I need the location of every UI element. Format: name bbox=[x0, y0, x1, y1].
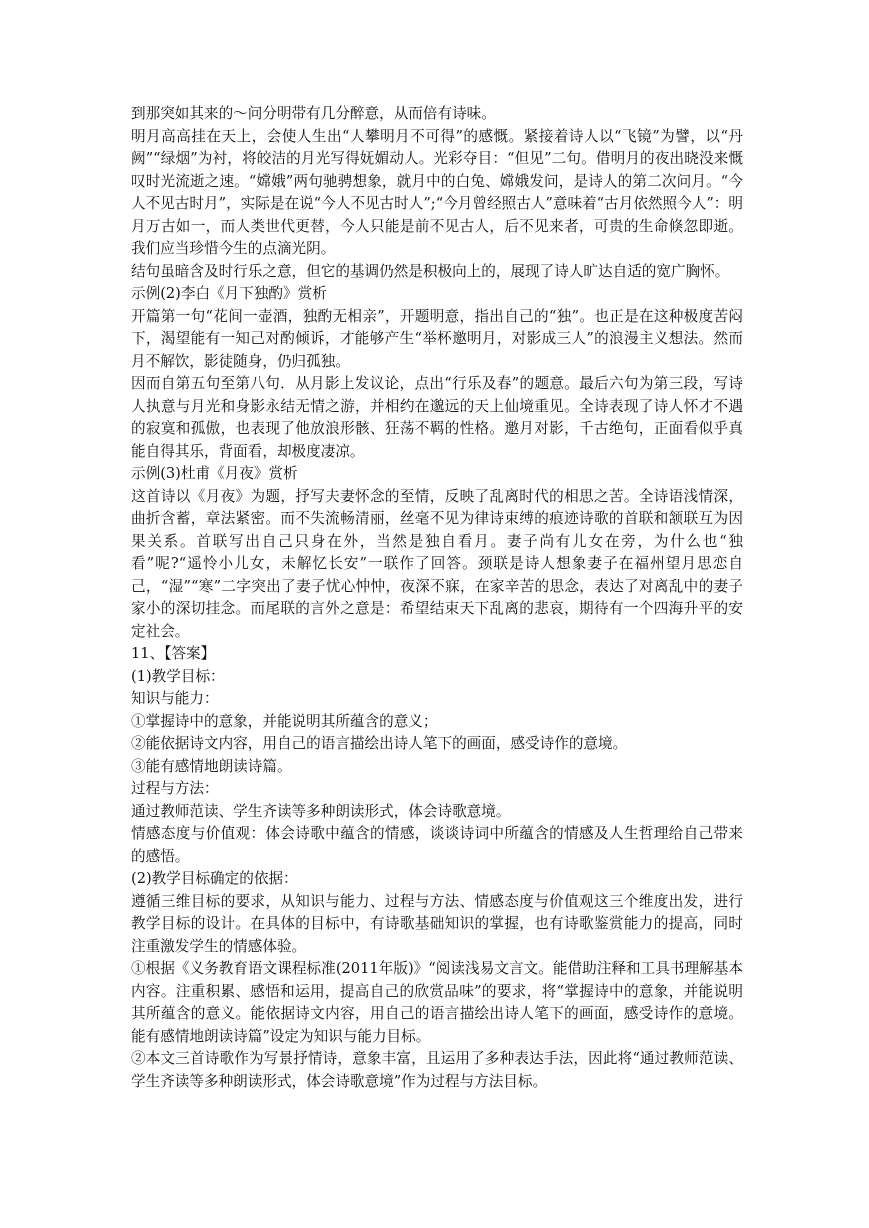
paragraph-conclusion: 结句虽暗含及时行乐之意，但它的基调仍然是积极向上的，展现了诗人旷达自适的宽广胸怀。 bbox=[131, 262, 730, 280]
paragraph-example-2-body: 因而自第五句至第八句．从月影上发议论，点出“行乐及春”的题意。最后六句为第三段，写诗人执意与月光和身影永结无情之游，并相约在邈远的天上仙境重见。全诗表现了诗人怀才不遇的寂寞和孤傲，也表现了他放浪形骸、狂荡不羁的性格。邀月对影，千古绝句，正面看似乎真能自得其乐，背面看，却极度凄凉。 bbox=[131, 375, 743, 460]
example-3-heading: 示例(3)杜甫《月夜》赏析 bbox=[131, 465, 298, 482]
goal-item-1: ①掌握诗中的意象，并能说明其所蕴含的意义； bbox=[131, 712, 438, 730]
document-page bbox=[131, 103, 743, 1093]
answer-11-heading: 11、【答案】 bbox=[131, 645, 216, 662]
paragraph-continuation: 到那突如其来的～问分明带有几分醉意，从而倍有诗味。 bbox=[131, 105, 496, 122]
goal-basis-intro: 遵循三维目标的要求，从知识与能力、过程与方法、情感态度与价值观这三个维度出发，进行教学目标的设计。在具体的目标中，有诗歌基础知识的掌握，也有诗歌鉴赏能力的提高，同时注重激发学生的情感体验。 bbox=[131, 892, 743, 955]
example-2-heading: 示例(2)李白《月下独酌》赏析 bbox=[131, 285, 327, 302]
goal-basis-item-2: ②本文三首诗歌作为写景抒情诗，意象丰富，且运用了多种表达手法，因此将“通过教师范读、学生齐读等多种朗读形式，体会诗歌意境”作为过程与方法目标。 bbox=[131, 1050, 743, 1090]
paragraph-example-3-body: 这首诗以《月夜》为题，抒写夫妻怀念的至情，反映了乱离时代的相思之苦。全诗语浅情深，曲折含蓄，章法紧密。而不失流畅清丽，丝毫不见为律诗束缚的痕迹诗歌的首联和颔联互为因果关系。首联写出自己只身在外，当然是独自看月。妻子尚有儿女在旁，为什么也“独看”呢?“遥怜小儿女，未解忆长安”一联作了回答。颈联是诗人想象妻子在福州望月思恋自己，“湿”“寒”二字突出了妻子忧心忡忡，夜深不寐，在家辛苦的思念，表达了对离乱中的妻子家小的深切挂念。而尾联的言外之意是：希望结束天下乱离的悲哀，期待有一个四海升平的安定社会。 bbox=[131, 487, 743, 640]
goal-item-2: ②能依据诗文内容，用自己的语言描绘出诗人笔下的画面，感受诗作的意境。 bbox=[131, 735, 628, 752]
teaching-goals-heading: (1)教学目标： bbox=[131, 667, 225, 685]
process-method-text: 通过教师范读、学生齐读等多种朗读形式，体会诗歌意境。 bbox=[131, 802, 511, 820]
emotion-values-text: 情感态度与价值观：体会诗歌中蕴含的情感，谈谈诗词中所蕴含的情感及人生哲理给自己带来的感悟。 bbox=[131, 825, 743, 865]
knowledge-ability-heading: 知识与能力： bbox=[131, 690, 219, 707]
goal-item-3: ③能有感情地朗读诗篇。 bbox=[131, 757, 292, 775]
paragraph-moon-analysis: 明月高高挂在天上，会使人生出“人攀明月不可得”的感慨。紧接着诗人以“飞镜”为譬，以“丹阙”“绿烟”为衬，将皎洁的月光写得妩媚动人。光彩夺目：“但见”二句。借明月的夜出晓没来慨叹时光流逝之速。“嫦娥”两句驰骋想象，就月中的白兔、嫦娥发问，是诗人的第二次问月。“今人不见古时月”，实际是在说“今人不见古时人”;“今月曾经照古人”意味着“古月依然照今人”：明月万古如一，而人类世代更替，今人只能是前不见古人，后不见来者，可贵的生命倏忽即逝。我们应当珍惜今生的点滴光阴。 bbox=[131, 127, 743, 257]
goal-basis-heading: (2)教学目标确定的依据： bbox=[131, 870, 298, 887]
goal-basis-item-1: ①根据《义务教育语文课程标准(2011年版)》“阅读浅易文言文。能借助注释和工具书理解基本内容。注重积累、感悟和运用，提高自己的欣赏品味”的要求，将“掌握诗中的意象，并能说明其所蕴含的意义。能依据诗文内容，用自己的语言描绘出诗人笔下的画面，感受诗作的意境。能有感情地朗读诗篇”设定为知识与能力目标。 bbox=[131, 960, 743, 1045]
process-method-heading: 过程与方法： bbox=[131, 780, 219, 797]
paragraph-example-2-opening: 开篇第一句“花间一壶酒，独酌无相亲”，开题明意，指出自己的“独”。也正是在这种极度苦闷下，渴望能有一知己对酌倾诉，才能够产生“举杯邀明月，对影成三人”的浪漫主义想法。然而月不解饮，影徒随身，仍归孤独。 bbox=[131, 307, 743, 370]
